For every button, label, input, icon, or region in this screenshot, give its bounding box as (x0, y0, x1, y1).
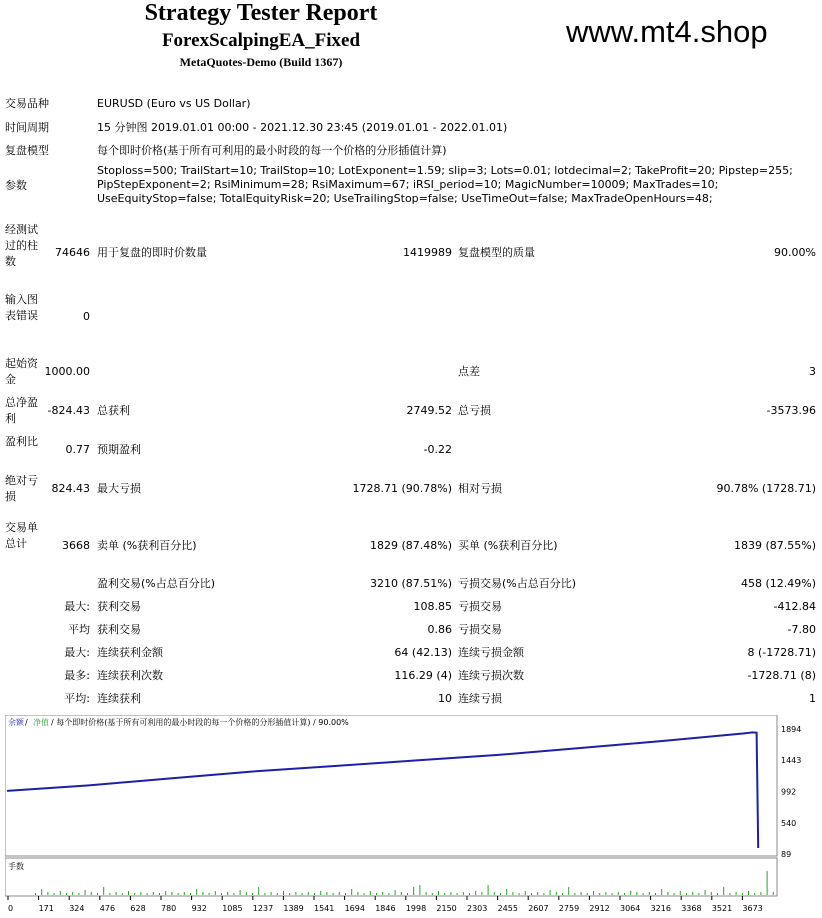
volume-bar (140, 892, 141, 895)
max-consec-win-money-value: 64 (42.13) (394, 646, 452, 659)
profittrades-label: 盈利交易(%占总百分比) (97, 577, 216, 590)
grossprofit-label: 总获利 (97, 404, 130, 417)
volume-bar (190, 893, 191, 895)
most-consec-loss-value: -1728.71 (8) (747, 669, 816, 682)
volume-bar (543, 893, 544, 895)
volume-bar (760, 892, 761, 895)
volume-bar (612, 893, 613, 895)
largest-profit-value: 108.85 (413, 600, 452, 613)
expected-label: 预期盈利 (97, 443, 141, 456)
volume-bar (165, 891, 166, 895)
x-tick-label: 0 (8, 904, 14, 913)
max-consec-loss-money-label: 连续亏损金额 (458, 646, 524, 659)
volume-bar (587, 893, 588, 895)
volume-bar (618, 892, 619, 895)
x-tick-label: 628 (130, 904, 146, 913)
short-label: 卖单 (%获利百分比) (97, 539, 197, 552)
volume-bar (450, 892, 451, 895)
volume-bar (636, 892, 637, 895)
legend-equity: 净值 (33, 718, 49, 727)
max-consec-win-money-label: 连续获利金额 (97, 646, 163, 659)
volume-bar (153, 892, 154, 895)
spread-label: 点差 (458, 365, 480, 378)
absdd-value: 824.43 (51, 482, 90, 495)
short-value: 1829 (87.48%) (369, 539, 452, 552)
pf-value: 0.77 (65, 443, 90, 456)
volume-bar (271, 892, 272, 895)
volume-bar (326, 892, 327, 895)
most-consec-profit-label: 连续获利次数 (97, 669, 163, 682)
ticks-value: 1419989 (403, 246, 452, 259)
volume-bar (773, 892, 774, 895)
volume-bar (333, 893, 334, 895)
legend-rest: / 每个即时价格(基于所有可利用的最小时段的每一个价格的分形插值计算) / 90.00% (51, 718, 349, 727)
volume-bar (184, 892, 185, 895)
volume-bar (72, 892, 73, 895)
spread-value: 3 (809, 365, 816, 378)
largest-profit-label: 获利交易 (97, 600, 141, 613)
volume-bar (233, 893, 234, 895)
volume-bar (692, 892, 693, 895)
average-loss-label: 亏损交易 (458, 623, 502, 636)
volume-bar (246, 892, 247, 895)
volume-bar (655, 893, 656, 895)
volume-bar (357, 892, 358, 895)
volume-bar (295, 892, 296, 895)
volume-bar (302, 893, 303, 895)
watermark: www.mt4.shop (566, 14, 768, 49)
largest-prefix: 最大: (64, 600, 90, 613)
volume-bar (66, 893, 67, 895)
y-tick-label: 1443 (781, 756, 802, 766)
volume-bar (345, 893, 346, 895)
volume-bar (128, 891, 129, 895)
volume-bar (481, 892, 482, 895)
expected-value: -0.22 (423, 443, 452, 456)
volume-bar (729, 893, 730, 895)
volume-bar (283, 891, 284, 895)
pf-label: 盈利比 (5, 435, 38, 448)
params-value: Stoploss=500; TrailStart=10; TrailStop=10; LotExponent=1.59; slip=3; Lots=0.01; lotdecimal=2; TakeProfit=20; Pipstep=255; PipStepExponent=2; RsiMinimum=28; RsiMaximum=67; iRSI_period=10; MagicNumber=10009; MaxTrades=10; UseEquityStop=false; TotalEquityRisk=20; UseTrailingStop=false; UseTimeOut=false; MaxTradeOpenHours=48; (97, 164, 793, 205)
volume-bar (438, 891, 439, 895)
volume-bar (680, 891, 681, 895)
grossprofit-value: 2749.52 (406, 404, 452, 417)
x-tick-label: 476 (99, 904, 116, 913)
volume-bar (463, 892, 464, 895)
volume-bar (240, 890, 241, 895)
netprofit-value: -824.43 (47, 404, 90, 417)
x-tick-label: 2303 (467, 904, 488, 913)
volume-bar (221, 893, 222, 895)
x-tick-label: 780 (161, 904, 177, 913)
volume-bar (723, 887, 724, 895)
grossloss-value: -3573.96 (766, 404, 816, 417)
largest-loss-label: 亏损交易 (458, 600, 502, 613)
volume-bar (196, 889, 197, 895)
volume-bar (289, 893, 290, 895)
legend-balance: 余额 (8, 718, 24, 727)
volume-bar (742, 893, 743, 895)
x-tick-label: 3521 (711, 904, 733, 913)
absdd-label: 绝对亏损 (5, 474, 38, 503)
deposit-value: 1000.00 (44, 365, 90, 378)
netprofit-label: 总净盈利 (5, 396, 38, 425)
quality-label: 复盘模型的质量 (458, 246, 535, 259)
volume-bar (512, 892, 513, 895)
volume-bar (748, 891, 749, 895)
x-tick-label: 2759 (558, 904, 580, 913)
volume-bar (134, 893, 135, 895)
volume-bar (667, 892, 668, 895)
profittrades-value: 3210 (87.51%) (369, 577, 452, 590)
bars-label: 经测试过的柱数 (5, 223, 38, 268)
volume-bar (705, 890, 706, 895)
y-tick-label: 992 (781, 787, 797, 797)
volume-bar (339, 892, 340, 895)
errors-label: 输入图表错误 (5, 293, 38, 322)
volume-bar (308, 892, 309, 895)
volume-bar (91, 892, 92, 895)
volume-bar (593, 891, 594, 895)
volume-bar (60, 891, 61, 895)
bars-value: 74646 (55, 246, 90, 259)
average-profit-value: 0.86 (427, 623, 452, 636)
volume-bar (457, 893, 458, 895)
x-tick-label: 171 (38, 904, 54, 913)
period-value: 15 分钟图 2019.01.01 00:00 - 2021.12.30 23:45 (2019.01.01 - 2022.01.01) (97, 121, 508, 134)
volume-bar (202, 892, 203, 895)
volume-bar (736, 892, 737, 895)
volume-bar (711, 892, 712, 895)
x-tick-label: 932 (191, 904, 207, 913)
volume-bar (698, 893, 699, 895)
ea-name: ForexScalpingEA_Fixed (161, 30, 361, 51)
volume-bar (147, 893, 148, 895)
x-tick-label: 3216 (650, 904, 671, 913)
volume-bar (432, 893, 433, 895)
model-label: 复盘模型 (5, 144, 49, 157)
volume-bar (630, 891, 631, 895)
volume-bar (258, 887, 259, 895)
quality-value: 90.00% (774, 246, 816, 259)
ticks-label: 用于复盘的即时价数量 (97, 246, 207, 259)
build-info: MetaQuotes-Demo (Build 1367) (179, 55, 343, 69)
volume-bar (264, 893, 265, 895)
model-value: 每个即时价格(基于所有可利用的最小时段的每一个价格的分形插值计算) (97, 144, 447, 157)
volume-bar (351, 889, 352, 895)
volume-bar (469, 893, 470, 895)
volume-bar (599, 893, 600, 895)
maxdd-label: 最大亏损 (97, 482, 141, 495)
avg-prefix: 平均: (64, 692, 90, 705)
average-loss-value: -7.80 (787, 623, 816, 636)
volume-bar (122, 893, 123, 895)
largest-loss-value: -412.84 (773, 600, 816, 613)
volume-bar (754, 893, 755, 895)
volume-bar (109, 893, 110, 895)
x-tick-label: 1085 (222, 904, 243, 913)
volume-bar (531, 893, 532, 895)
x-tick-label: 1237 (252, 904, 274, 913)
volume-bar (364, 893, 365, 895)
volume-bar (320, 891, 321, 895)
average-prefix: 平均 (68, 623, 90, 636)
x-tick-label: 1998 (405, 904, 427, 913)
volume-bar (103, 887, 104, 895)
volume-bar (605, 892, 606, 895)
volume-bar (376, 893, 377, 895)
long-value: 1839 (87.55%) (733, 539, 816, 552)
volume-bar (686, 893, 687, 895)
volume-bar (624, 893, 625, 895)
legend-sep: / (25, 718, 28, 727)
most-consec-profit-value: 116.29 (4) (394, 669, 452, 682)
balance-chart (5, 715, 817, 915)
volume-bar (54, 893, 55, 895)
volume-bar (209, 893, 210, 895)
volume-bar (444, 893, 445, 895)
x-tick-label: 2455 (497, 904, 518, 913)
avg-consec-win-value: 10 (438, 692, 452, 705)
reldd-value: 90.78% (1728.71) (716, 482, 816, 495)
trades-value: 3668 (62, 539, 90, 552)
losstrades-label: 亏损交易(%占总百分比) (458, 577, 577, 590)
volume-bar (407, 893, 408, 895)
x-tick-label: 1694 (344, 904, 365, 913)
volume-bar (426, 892, 427, 895)
volume-bar (488, 885, 489, 895)
grossloss-label: 总亏损 (458, 404, 491, 417)
volume-bar (475, 891, 476, 895)
volume-bar (47, 892, 48, 895)
volume-bar (674, 893, 675, 895)
avg-consec-win-label: 连续获利 (97, 692, 141, 705)
volume-bar (388, 893, 389, 895)
volume-bar (178, 893, 179, 895)
volume-bar (277, 893, 278, 895)
chart-main-frame (5, 715, 777, 856)
x-tick-label: 1846 (375, 904, 396, 913)
errors-value: 0 (83, 310, 90, 323)
volume-bar (41, 889, 42, 895)
volume-bar (649, 892, 650, 895)
reldd-label: 相对亏损 (458, 482, 502, 495)
maxdd-value: 1728.71 (90.78%) (352, 482, 452, 495)
avg-consec-loss-label: 连续亏损 (458, 692, 502, 705)
volume-bar (525, 891, 526, 895)
x-tick-label: 1389 (283, 904, 304, 913)
y-tick-label: 89 (781, 850, 792, 859)
volume-bar (116, 892, 117, 895)
volume-bar (171, 892, 172, 895)
y-tick-label: 540 (781, 818, 797, 828)
volume-bar (562, 893, 563, 895)
volume-bar (556, 892, 557, 895)
volume-label: 手数 (8, 862, 24, 871)
volume-bar (419, 885, 420, 895)
volume-bar (382, 892, 383, 895)
deposit-label: 起始资金 (5, 357, 38, 386)
volume-bar (568, 887, 569, 895)
volume-bar (581, 892, 582, 895)
y-tick-label: 1894 (781, 725, 802, 734)
volume-bar (717, 893, 718, 895)
symbol-label: 交易品种 (5, 97, 49, 110)
long-label: 买单 (%获利百分比) (458, 539, 558, 552)
x-tick-label: 1541 (314, 904, 335, 913)
volume-bar (413, 887, 414, 895)
x-tick-label: 3064 (620, 904, 641, 913)
volume-bar (370, 891, 371, 895)
x-tick-label: 2912 (589, 904, 610, 913)
volume-bar (227, 892, 228, 895)
volume-bar (215, 891, 216, 895)
symbol-value: EURUSD (Euro vs US Dollar) (97, 97, 251, 110)
volume-bar (35, 893, 36, 895)
period-label: 时间周期 (5, 121, 49, 134)
volume-bar (97, 893, 98, 895)
volume-bar (78, 893, 79, 895)
volume-bar (767, 871, 768, 895)
volume-bar (537, 892, 538, 895)
volume-bar (500, 893, 501, 895)
volume-bar (252, 893, 253, 895)
x-tick-label: 2150 (436, 904, 457, 913)
volume-bar (661, 889, 662, 895)
volume-bar (85, 890, 86, 895)
max-prefix: 最大: (64, 646, 90, 659)
x-tick-label: 324 (69, 904, 85, 913)
volume-bar (519, 893, 520, 895)
volume-bar (159, 893, 160, 895)
most-prefix: 最多: (64, 669, 90, 682)
x-tick-label: 3673 (742, 904, 763, 913)
x-tick-label: 2607 (528, 904, 549, 913)
volume-bar (550, 890, 551, 895)
volume-bar (574, 893, 575, 895)
volume-bar (506, 889, 507, 895)
avg-consec-loss-value: 1 (809, 692, 816, 705)
max-consec-loss-money-value: 8 (-1728.71) (747, 646, 816, 659)
volume-bar (314, 893, 315, 895)
losstrades-value: 458 (12.49%) (740, 577, 816, 590)
average-profit-label: 获利交易 (97, 623, 141, 636)
volume-bar (401, 892, 402, 895)
volume-bar (494, 892, 495, 895)
report-title: Strategy Tester Report (144, 0, 378, 26)
volume-bar (643, 893, 644, 895)
volume-bar (395, 890, 396, 895)
x-tick-label: 3368 (681, 904, 702, 913)
most-consec-loss-label: 连续亏损次数 (458, 669, 524, 682)
trades-label: 交易单总计 (5, 521, 38, 550)
params-label: 参数 (5, 179, 27, 192)
